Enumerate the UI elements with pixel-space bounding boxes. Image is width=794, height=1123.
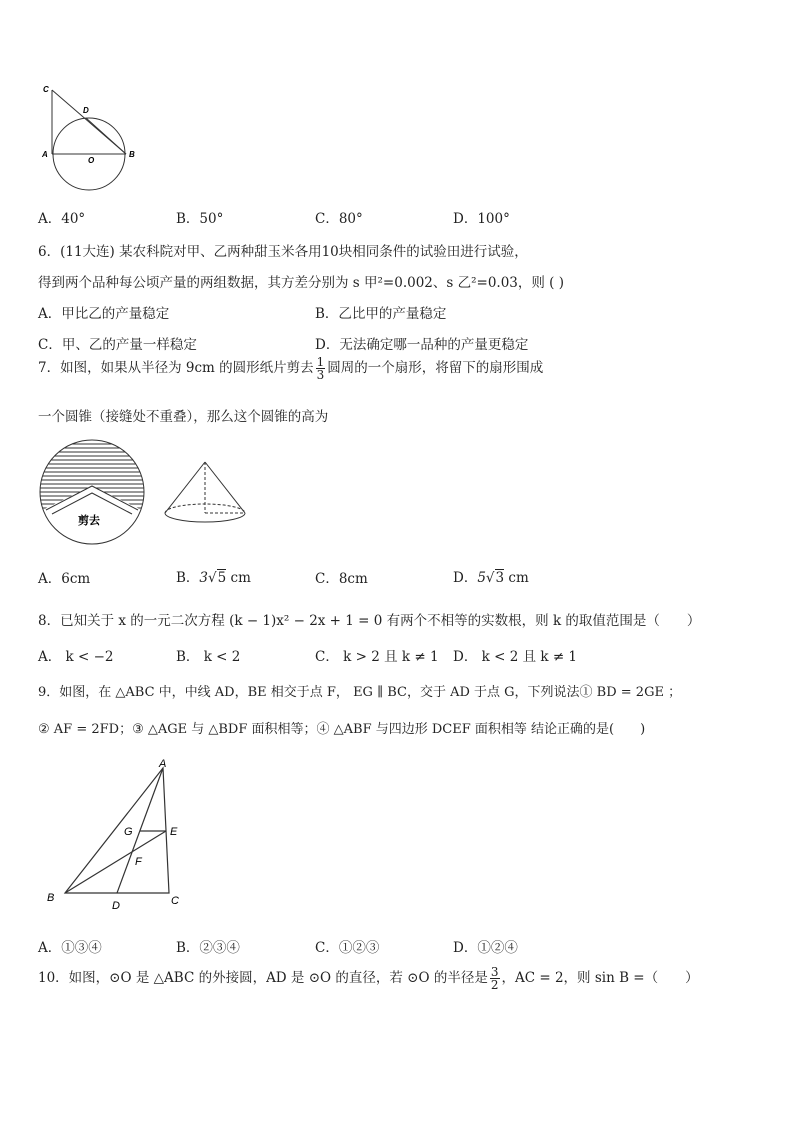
q7-line1 — [38, 356, 543, 381]
q9-label-f: F — [135, 856, 142, 868]
q9-option-d: D．①②④ — [453, 940, 518, 956]
q8-option-b: B． k < 2 — [176, 649, 241, 665]
q5-option-c: C．80° — [315, 211, 363, 227]
q9-option-b: B．②③④ — [176, 940, 240, 956]
q7-option-a: A．6cm — [38, 571, 91, 587]
q6-option-c: C．甲、乙的产量一样稳定 — [38, 337, 197, 353]
q7-cut-label: 剪去 — [78, 515, 100, 527]
fig5-label-d: D — [83, 106, 89, 115]
q9-label-c: C — [171, 895, 179, 907]
fig5-label-b: B — [129, 150, 135, 159]
q6-line2: 得到两个品种每公顷产量的两组数据，其方差分别为 s 甲²=0.002、s 乙²=0.03，则 ( ) — [38, 275, 564, 291]
q9-label-e: E — [170, 826, 178, 838]
q10-text-a: 10．如图，⊙O 是 △ABC 的外接圆，AD 是 ⊙O 的直径，若 ⊙O 的半径是 — [38, 970, 488, 986]
q9-label-d: D — [112, 900, 120, 912]
q7-line2: 一个圆锥（接缝处不重叠），那么这个圆锥的高为 — [38, 409, 329, 425]
q6-option-b: B．乙比甲的产量稳定 — [315, 306, 447, 322]
fig5-label-o: O — [88, 156, 95, 165]
q9-label-b: B — [47, 892, 55, 904]
q10-text — [38, 966, 699, 991]
q5-option-b: B．50° — [176, 211, 224, 227]
q8-text: 8．已知关于 x 的一元二次方程 (k − 1)x² − 2x + 1 = 0 有两个不相等的实数根，则 k 的取值范围是（ ） — [38, 613, 701, 629]
q6-line1: 6．(11大连) 某农科院对甲、乙两种甜玉米各用10块相同条件的试验田进行试验， — [38, 244, 528, 260]
q6-option-d: D．无法确定哪一品种的产量更稳定 — [315, 337, 529, 353]
q7-line1-a: 7．如图，如果从半径为 9cm 的圆形纸片剪去 — [38, 360, 314, 376]
q7-option-d: D．5√3 cm — [453, 570, 529, 586]
q9-label-g: G — [124, 826, 133, 838]
q7-cone-figure — [160, 458, 250, 526]
fig5-label-c: C — [43, 85, 49, 94]
q9-option-c: C．①②③ — [315, 940, 380, 956]
q9-line1: 9．如图，在 △ABC 中，中线 AD，BE 相交于点 F， EG ∥ BC，交于 AD 于点 G，下列说法① BD = 2GE ； — [38, 685, 682, 700]
q7-circle-figure — [38, 438, 146, 546]
q8-option-c: C． k > 2 且 k ≠ 1 — [315, 649, 439, 665]
q7-line1-b: 圆周的一个扇形，将留下的扇形围成 — [327, 360, 544, 376]
fig5-label-a: A — [42, 150, 48, 159]
q6-option-a: A．甲比乙的产量稳定 — [38, 306, 170, 322]
q7-option-c: C．8cm — [315, 571, 368, 587]
q8-option-d: D． k < 2 且 k ≠ 1 — [453, 649, 578, 665]
q10-text-b: ，AC = 2，则 sin B =（ ） — [501, 970, 699, 986]
q5-figure — [36, 80, 146, 192]
q9-label-a: A — [159, 758, 167, 770]
q8-option-a: A． k < −2 — [38, 649, 114, 665]
q7-fraction: $\frac{1}{3}$ — [316, 355, 325, 382]
q5-option-d: D．100° — [453, 211, 510, 227]
q9-line2: ② AF = 2FD；③ △AGE 与 △BDF 面积相等；④ △ABF 与四边形 DCEF 面积相等 结论正确的是( ) — [38, 722, 646, 737]
q7-option-b: B．3√5 cm — [176, 570, 251, 586]
q5-option-a: A．40° — [38, 211, 86, 227]
q9-triangle-figure — [40, 756, 200, 914]
q9-option-a: A．①③④ — [38, 940, 102, 956]
q10-fraction: $\frac{3}{2}$ — [490, 965, 499, 992]
